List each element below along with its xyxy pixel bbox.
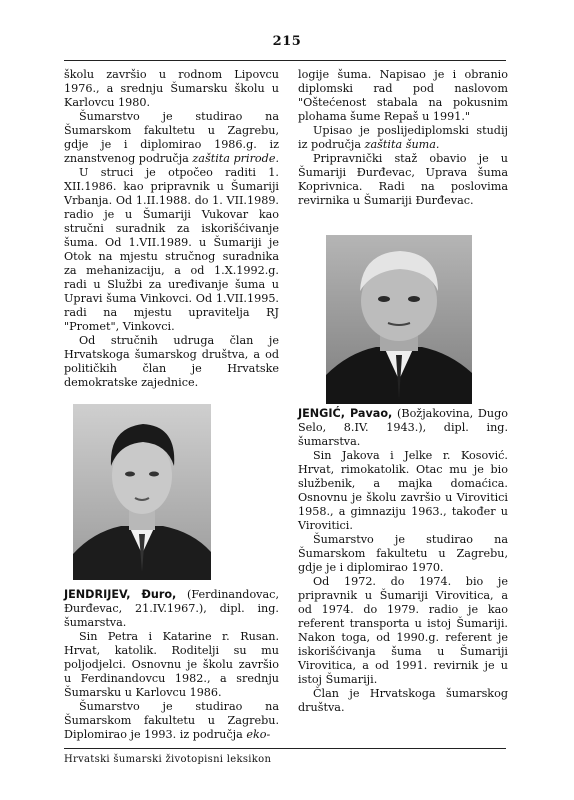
paragraph: Sin Jakova i Jelke r. Kosović. Hrvat, rimokatolik. Otac mu je bio službenik, a majka domaćica. Osnovnu je školu završio u Virovitici 1958., a gimnaziju 1963., također u Virovitici. [298, 449, 508, 532]
entry-intro [64, 588, 279, 630]
entry-intro-text: (Ferdinandovac, Đurđevac, 21.IV.1967.), dipl. ing. šumarstva. [64, 588, 279, 629]
header-rule [64, 60, 506, 61]
paragraph: Od 1972. do 1974. bio je pripravnik u Šumariji Virovitica, a od 1974. do 1979. radio je kao referent transporta u istoj Šumariji. Nakon toga, od 1990.g. referent je iskorišćivanja šuma u Šumariji Virovitica, a od 1991. revirnik je u istoj Šumariji. [298, 575, 508, 686]
paragraph [64, 110, 279, 166]
paragraph-text: Šumarstvo je studirao na Šumarskom fakultetu u Zagrebu, gdje je i diplomirao 1986.g. iz znanstvenog područja [64, 110, 279, 165]
paragraph: Sin Petra i Katarine r. Rusan. Hrvat, katolik. Roditelji su mu poljodjelci. Osnovnu je školu završio u Ferdinandovcu 1982., a srednju Šumarsku u Karlovcu 1986. [64, 630, 279, 699]
paragraph: Od stručnih udruga član je Hrvatskoga šumarskog društva, a od političkih član je Hrvatske demokratske zajednice. [64, 334, 279, 389]
entry-intro [298, 407, 508, 449]
portrait-photo-jengic [326, 235, 472, 404]
paragraph: Pripravnički staž obavio je u Šumariji Đurđevac, Uprava šuma Koprivnica. Radi na poslovima revirnika u Šumariji Đurđevac. [298, 152, 508, 207]
footer-rule [64, 748, 506, 749]
paragraph: školu završio u rodnom Lipovcu 1976., a srednju Šumarsku školu u Karlovcu 1980. [64, 68, 279, 109]
entry-intro-text: (Božjakovina, Dugo Selo, 8.IV. 1943.), dipl. ing. šumarstva. [298, 407, 508, 448]
entry-name: JENDRIJEV, Đuro, [64, 588, 177, 601]
paragraph: logije šuma. Napisao je i obranio diplomski rad pod naslovom "Oštećenost stabala na pokusnim plohama šume Repaš u 1991." [298, 68, 508, 123]
right-column-top [298, 68, 508, 208]
paragraph-text: Šumarstvo je studirao na Šumarskom fakultetu u Zagrebu. Diplomirao je 1993. iz područja [64, 700, 279, 741]
paragraph [64, 700, 279, 742]
italic-term: zaštita šuma. [364, 138, 440, 151]
page-number: 215 [272, 34, 302, 49]
paragraph-text: Upisao je poslijediplomski studij iz područja [298, 124, 508, 151]
italic-term: eko- [246, 728, 271, 741]
paragraph: Član je Hrvatskoga šumarskog društva. [298, 687, 508, 714]
left-column-top [64, 68, 279, 390]
paragraph: Šumarstvo je studirao na Šumarskom fakultetu u Zagrebu, gdje je i diplomirao 1970. [298, 533, 508, 574]
footer-title: Hrvatski šumarski životopisni leksikon [64, 754, 272, 765]
entry-jengic [298, 407, 508, 715]
paragraph: U struci je otpočeo raditi 1. XII.1986. kao pripravnik u Šumariji Vrbanja. Od 1.II.1988. do 1. VII.1989. radio je u Šumariji Vukovar kao stručni suradnik za iskorišćivanje šuma. Od 1.VII.1989. u Šumariji je Otok na mjestu stručnog suradnika za mehanizaciju, a od 1.X.1992.g. radi u Službi za uređivanje šuma u Upravi šuma Vinkovci. Od 1.VII.1995. radi na mjestu upravitelja RJ "Promet", Vinkovci. [64, 166, 279, 333]
portrait-photo-jendrijev [73, 404, 211, 580]
paragraph [298, 124, 508, 152]
entry-jendrijev [64, 588, 279, 742]
entry-name: JENGIĆ, Pavao, [298, 407, 393, 420]
italic-term: zaštita prirode. [192, 152, 280, 165]
